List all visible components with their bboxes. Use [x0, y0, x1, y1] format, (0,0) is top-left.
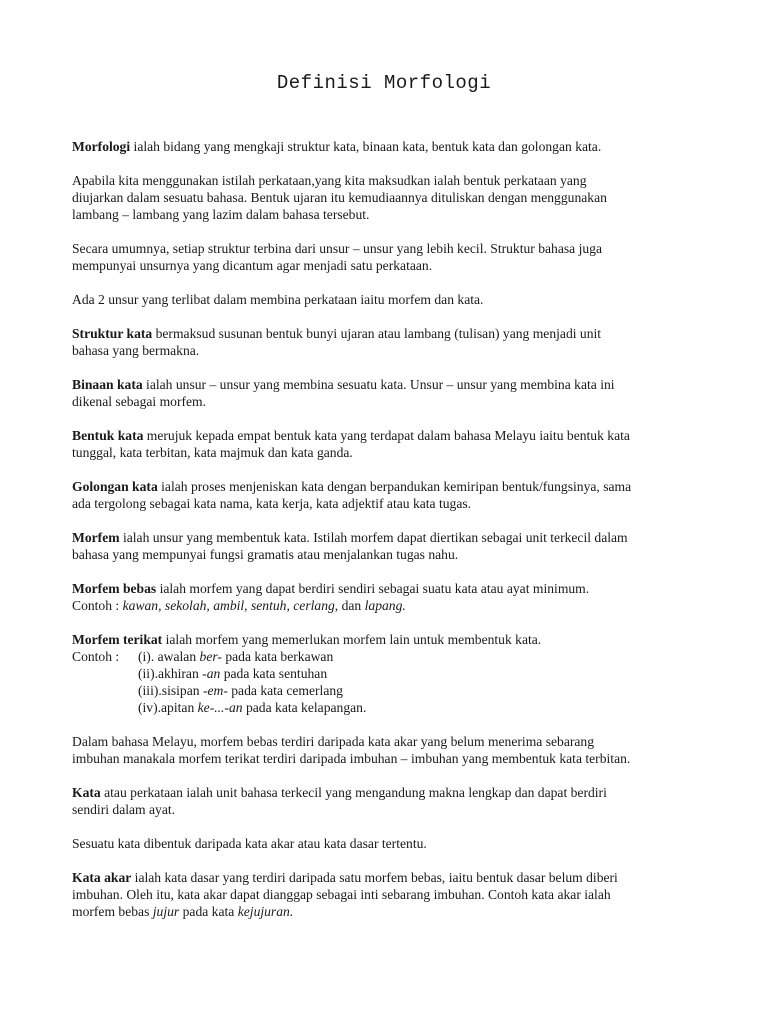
document-body: [72, 138, 704, 937]
text-line: atau perkataan ialah unit bahasa terkecil yang mengandung makna lengkap dan dapat berdiri: [100, 785, 607, 800]
example-item-text: pada kata berkawan: [221, 649, 334, 664]
text-line: ada tergolong sebagai kata nama, kata kerja, kata adjektif atau kata tugas.: [72, 496, 472, 511]
contoh-label: Contoh :: [72, 649, 120, 664]
paragraph-morfem: [72, 529, 704, 563]
conjunction-text: , dan: [334, 598, 365, 613]
text-line: ialah morfem yang dapat berdiri sendiri sebagai suatu kata atau ayat minimum.: [156, 581, 590, 596]
term-kata: Kata: [72, 785, 101, 800]
example-item: [72, 699, 704, 716]
paragraph-text: ialah bidang yang mengkaji struktur kata, binaan kata, bentuk kata dan golongan kata.: [130, 139, 602, 154]
example-word: jujur: [152, 904, 180, 919]
paragraph-bentuk-kata: [72, 427, 704, 461]
term-morfem-bebas: Morfem bebas: [72, 581, 157, 596]
contoh-label: Contoh :: [72, 598, 123, 613]
example-last-word: lapang.: [364, 598, 406, 613]
text-line: merujuk kepada empat bentuk kata yang terdapat dalam bahasa Melayu iaitu bentuk kata: [143, 428, 630, 443]
paragraph-struktur-kata: [72, 325, 704, 359]
term-bentuk-kata: Bentuk kata: [72, 428, 144, 443]
paragraph-kata: [72, 784, 704, 818]
term-binaan-kata: Binaan kata: [72, 377, 143, 392]
text-line: Apabila kita menggunakan istilah perkataan,yang kita maksudkan ialah bentuk perkataan yang: [72, 173, 587, 188]
text-line: bermaksud susunan bentuk bunyi ujaran atau lambang (tulisan) yang menjadi unit: [152, 326, 602, 341]
text-line: Secara umumnya, setiap struktur terbina dari unsur – unsur yang lebih kecil. Struktur bahasa juga: [72, 241, 603, 256]
text-line: ialah unsur yang membentuk kata. Istilah morfem dapat diertikan sebagai unit terkecil dalam: [119, 530, 628, 545]
term-kata-akar: Kata akar: [72, 870, 132, 885]
paragraph-golongan-kata: [72, 478, 704, 512]
example-word: kejujuran.: [237, 904, 294, 919]
text-line: bahasa yang mempunyai fungsi gramatis atau menjalankan tugas nahu.: [72, 547, 459, 562]
paragraph-perkataan: [72, 172, 704, 223]
text-line: ialah proses menjeniskan kata dengan berpandukan kemiripan bentuk/fungsinya, sama: [157, 479, 632, 494]
paragraph-struktur-umum: [72, 240, 704, 274]
example-list-row: [72, 648, 704, 665]
term-morfem: Morfem: [72, 530, 120, 545]
text-line: Sesuatu kata dibentuk daripada kata akar atau kata dasar tertentu.: [72, 836, 427, 851]
example-item-text: (ii).akhiran: [138, 666, 203, 681]
paragraph-morfem-terikat: [72, 631, 704, 716]
paragraph-morfem-bebas: [72, 580, 704, 614]
text-line: tunggal, kata terbitan, kata majmuk dan kata ganda.: [72, 445, 353, 460]
example-item-text: (i). awalan: [138, 649, 200, 664]
term-struktur-kata: Struktur kata: [72, 326, 153, 341]
example-item: [72, 665, 704, 682]
paragraph-kata-akar: [72, 869, 704, 920]
example-item-text: (iii).sisipan: [138, 683, 203, 698]
text-line: ialah unsur – unsur yang membina sesuatu kata. Unsur – unsur yang membina kata ini: [142, 377, 615, 392]
text-line: bahasa yang bermakna.: [72, 343, 200, 358]
text-line: imbuhan. Oleh itu, kata akar dapat dianggap sebagai inti sebarang imbuhan. Contoh kata akar ialah: [72, 887, 611, 902]
paragraph-binaan-kata: [72, 376, 704, 410]
text-line: pada kata: [179, 904, 238, 919]
text-line: dikenal sebagai morfem.: [72, 394, 206, 409]
paragraph-kata-dibentuk: [72, 835, 704, 852]
text-line: sendiri dalam ayat.: [72, 802, 176, 817]
text-line: diujarkan dalam sesuatu bahasa. Bentuk ujaran itu kemudiaannya dituliskan dengan menggunakan: [72, 190, 607, 205]
example-affix: -an: [202, 666, 221, 681]
text-line: mempunyai unsurnya yang dicantum agar menjadi satu perkataan.: [72, 258, 433, 273]
example-item-text: pada kata kelapangan.: [242, 700, 367, 715]
term-golongan-kata: Golongan kata: [72, 479, 158, 494]
text-line: Ada 2 unsur yang terlibat dalam membina perkataan iaitu morfem dan kata.: [72, 292, 484, 307]
example-affix: ber-: [199, 649, 222, 664]
page-title: Definisi Morfologi: [276, 72, 492, 94]
example-item: [72, 682, 704, 699]
example-item: [138, 648, 333, 665]
example-affix: ke-...-an: [197, 700, 243, 715]
example-item-text: pada kata cemerlang: [227, 683, 343, 698]
paragraph-morfologi: [72, 138, 704, 155]
text-line: imbuhan manakala morfem terikat terdiri daripada imbuhan – imbuhan yang membentuk kata terbitan.: [72, 751, 631, 766]
text-line: Dalam bahasa Melayu, morfem bebas terdiri daripada kata akar yang belum menerima sebarang: [72, 734, 595, 749]
text-line: ialah kata dasar yang terdiri daripada satu morfem bebas, iaitu bentuk dasar belum diberi: [131, 870, 618, 885]
text-line: ialah morfem yang memerlukan morfem lain untuk membentuk kata.: [162, 632, 542, 647]
paragraph-bahasa-melayu: [72, 733, 704, 767]
example-item-text: pada kata sentuhan: [220, 666, 328, 681]
text-line: lambang – lambang yang lazim dalam bahasa tersebut.: [72, 207, 370, 222]
example-item-text: (iv).apitan: [138, 700, 198, 715]
example-affix: -em-: [202, 683, 228, 698]
term-morfem-terikat: Morfem terikat: [72, 632, 163, 647]
term-morfologi: Morfologi: [72, 139, 131, 154]
text-line: morfem bebas: [72, 904, 153, 919]
paragraph-unsur: [72, 291, 704, 308]
example-words: kawan, sekolah, ambil, sentuh, cerlang: [122, 598, 335, 613]
